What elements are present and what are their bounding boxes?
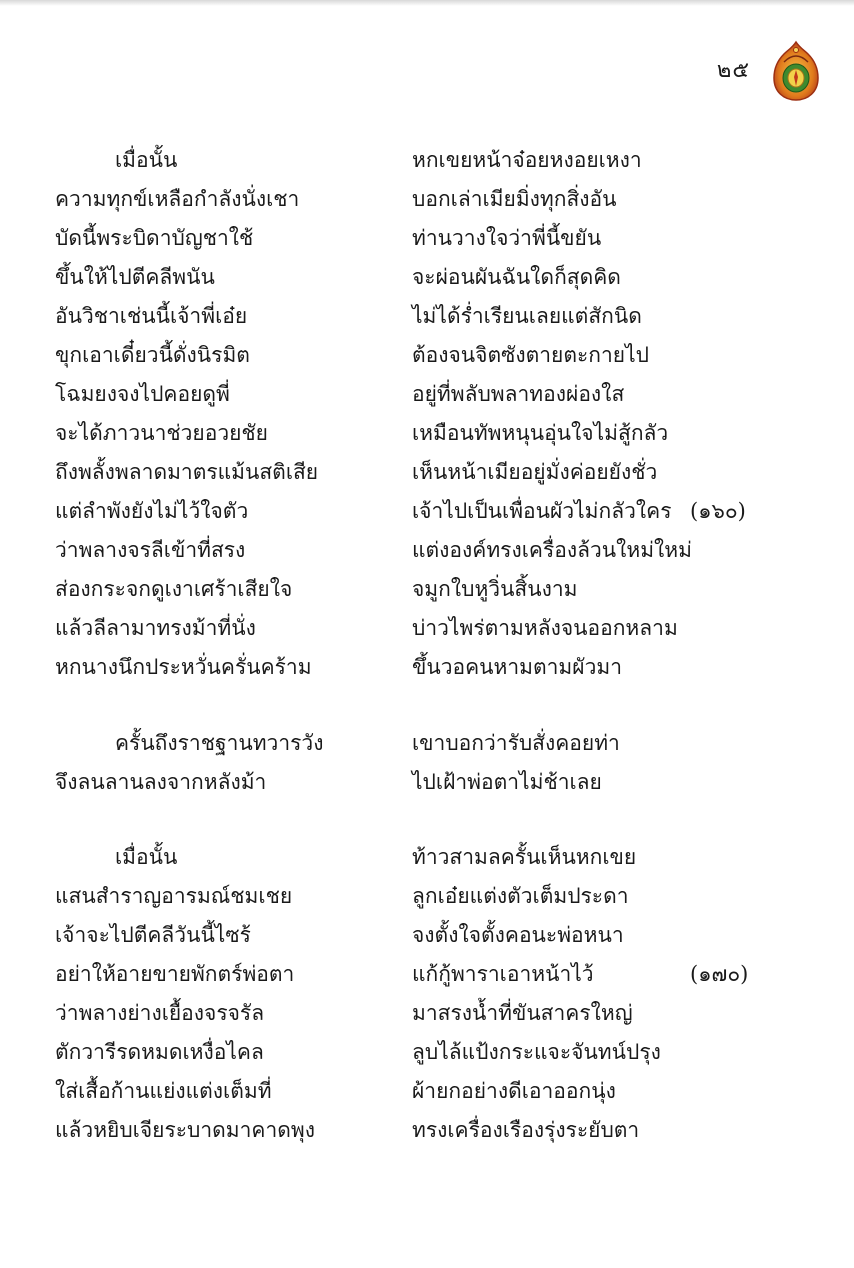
verse-right: จงตั้งใจตั้งคอนะพ่อหนา [412,923,624,947]
verse-left: อันวิชาเช่นนี้เจ้าพี่เอ๋ย [55,304,248,328]
verse-left: โฉมยงจงไปคอยดูพี่ [55,382,230,406]
verse-right: แต่งองค์ทรงเครื่องล้วนใหม่ใหม่ [412,538,692,562]
verse-right: แก้กู้พาราเอาหน้าไว้ [412,962,594,986]
verse-left: ขุกเอาเดี๋ยวนี้ดั่งนิรมิต [55,343,250,367]
verse-right: ขึ้นวอคนหามตามผัวมา [412,655,622,679]
verse-right: อยู่ที่พลับพลาทองผ่องใส [412,382,625,406]
verse-left: เมื่อนั้น [115,148,178,172]
verse-left: จะได้ภาวนาช่วยอวยชัย [55,421,268,445]
verse-right: เหมือนทัพหนุนอุ่นใจไม่สู้กลัว [412,421,669,445]
verse-left: ว่าพลางย่างเยื้องจรจรัล [55,1001,265,1025]
verse-right: ลูบไล้แป้งกระแจะจันทน์ปรุง [412,1040,661,1064]
verse-right: ลูกเอ๋ยแต่งตัวเต็มประดา [412,884,629,908]
verse-left: แล้วหยิบเจียระบาดมาคาดพุง [55,1118,315,1142]
verse-right: เขาบอกว่ารับสั่งคอยท่า [412,731,620,755]
verse-number: (๑๗๐) [690,962,749,986]
verse-left: ใส่เสื้อก้านแย่งแต่งเต็มที่ [55,1079,272,1103]
verse-right: ต้องจนจิตซังตายตะกายไป [412,343,649,367]
verse-left: เมื่อนั้น [115,845,178,869]
verse-right: ทรงเครื่องเรืองรุ่งระยับตา [412,1118,640,1142]
verse-right: บ่าวไพร่ตามหลังจนออกหลาม [412,616,678,640]
verse-left: ความทุกข์เหลือกำลังนั่งเชา [55,187,300,211]
verse-right: ท้าวสามลครั้นเห็นหกเขย [412,845,637,869]
verse-left: แล้วลีลามาทรงม้าที่นั่ง [55,616,256,640]
verse-right: จมูกใบหูวิ่นสิ้นงาม [412,577,578,601]
verse-left: ตักวารีรดหมดเหงื่อไคล [55,1040,264,1064]
verse-left: จึงลนลานลงจากหลังม้า [55,770,267,794]
verse-right: จะผ่อนผันฉันใดก็สุดคิด [412,265,621,289]
verse-left: ถึงพลั้งพลาดมาตรแม้นสติเสีย [55,460,319,484]
verse-left: ครั้นถึงราชฐานทวารวัง [115,731,324,755]
verse-left: แต่ลำพังยังไม่ไว้ใจตัว [55,499,249,523]
verse-left: อย่าให้อายขายพักตร์พ่อตา [55,962,295,986]
verse-right: ไม่ได้ร่ำเรียนเลยแต่สักนิด [412,304,642,328]
verse-left: ว่าพลางจรลีเข้าที่สรง [55,538,246,562]
verse-right: มาสรงน้ำที่ขันสาครใหญ่ [412,1001,633,1025]
verse-left: หกนางนึกประหวั่นครั่นคร้าม [55,655,312,679]
verse-left: ขึ้นให้ไปตีคลีพนัน [55,265,215,289]
verse-right: ไปเฝ้าพ่อตาไม่ช้าเลย [412,770,602,794]
verse-right: เห็นหน้าเมียอยู่มั่งค่อยยังชั่ว [412,460,658,484]
verse-right: ท่านวางใจว่าพี่นี้ขยัน [412,226,602,250]
verse-left: บัดนี้พระบิดาบัญชาใช้ [55,226,254,250]
verse-right: บอกเล่าเมียมิ่งทุกสิ่งอัน [412,187,617,211]
page-number: ๒๕ [716,58,750,83]
verse-right: หกเขยหน้าจ๋อยหงอยเหงา [412,148,642,172]
verse-left: แสนสำราญอารมณ์ชมเชย [55,884,293,908]
verse-right: เจ้าไปเป็นเพื่อนผัวไม่กลัวใคร [412,499,672,523]
verse-right: ผ้ายกอย่างดีเอาออกนุ่ง [412,1079,616,1103]
verse-left: เจ้าจะไปตีคลีวันนี้ไซร้ [55,923,251,947]
verse-number: (๑๖๐) [690,499,746,523]
verse-left: ส่องกระจกดูเงาเศร้าเสียใจ [55,577,293,601]
